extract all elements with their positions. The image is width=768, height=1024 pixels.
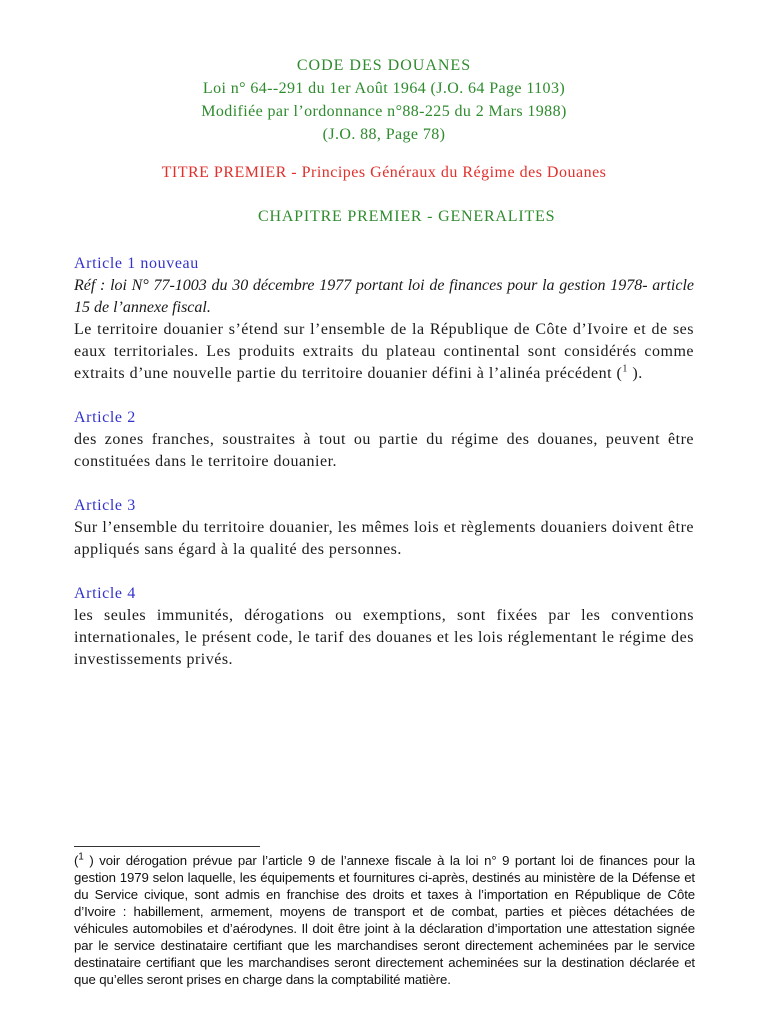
- document-header: [0, 54, 768, 146]
- law-reference: Loi n° 64--291 du 1er Août 1964 (J.O. 64 Page 1103): [202, 80, 566, 97]
- chapitre-heading: CHAPITRE PREMIER - GENERALITES: [258, 208, 556, 225]
- article-text: des zones franches, soustraites à tout ou partie du régime des douanes, peuvent être constituées dans le territoire douanier.: [74, 431, 694, 470]
- article-reference: Réf : loi N° 77-1003 du 30 décembre 1977 portant loi de finances pour la gestion 1978- article 15 de l’annexe fiscal.: [74, 277, 694, 316]
- modification-reference: Modifiée par l’ordonnance n°88-225 du 2 Mars 1988): [201, 103, 567, 120]
- journal-officiel-reference: (J.O. 88, Page 78): [322, 126, 446, 143]
- article-heading: Article 1 nouveau: [74, 255, 199, 272]
- article-section: [74, 583, 694, 671]
- footnote-text: ) voir dérogation prévue par l’article 9 de l’annexe fiscale à la loi n° 9 portant loi de finances pour la gestion 1979 selon laquelle, les équipements et fournitures ci-après, destinés au ministère de la Défense et du Service civique, sont admis en franchise des droits et taxes à l’importation en République de Côte d’Ivoire : habillement, armement, moyens de transport et de combat, parties et pièces détachées de véhicules automobiles et d’aérodynes. Il doit être joint à la déclaration d’importation une attestation signée par le service destinataire certifiant que les marchandises seront directement acheminées par le service destinataire certifiant que les marchandises seront directement acheminées sur la destination déclarée et que qu’elles seront prises en charge dans la comptabilité matière.: [74, 853, 695, 987]
- footnote: [74, 852, 695, 988]
- article-heading: Article 2: [74, 409, 136, 426]
- article-text: Sur l’ensemble du territoire douanier, les mêmes lois et règlements douaniers doivent être appliqués sans égard à la qualité des personnes.: [74, 519, 694, 558]
- article-section: [74, 495, 694, 561]
- article-text: les seules immunités, dérogations ou exemptions, sont fixées par les conventions internationales, le présent code, le tarif des douanes et les lois réglementant le régime des investissements privés.: [74, 607, 694, 668]
- articles-body: [74, 253, 694, 693]
- document-title: CODE DES DOUANES: [296, 57, 472, 74]
- article-section: [74, 253, 694, 385]
- footnote-marker: 1: [78, 851, 84, 863]
- article-heading: Article 4: [74, 585, 136, 602]
- article-text: [74, 319, 694, 385]
- article-text-main: Le territoire douanier s’étend sur l’ensemble de la République de Côte d’Ivoire et de ses eaux territoriales. Les produits extraits du plateau continental sont considérés comme extraits d’une nouvelle partie du territoire douanier défini à l’alinéa précédent (: [74, 321, 694, 382]
- footnote-open-paren: (: [74, 853, 79, 868]
- footnote-ref-marker[interactable]: 1: [622, 363, 628, 375]
- footnote-divider: [74, 846, 260, 847]
- article-text-end: ).: [627, 365, 643, 382]
- article-heading: Article 3: [74, 497, 136, 514]
- titre-heading: TITRE PREMIER - Principes Généraux du Régime des Douanes: [161, 164, 607, 181]
- article-section: [74, 407, 694, 473]
